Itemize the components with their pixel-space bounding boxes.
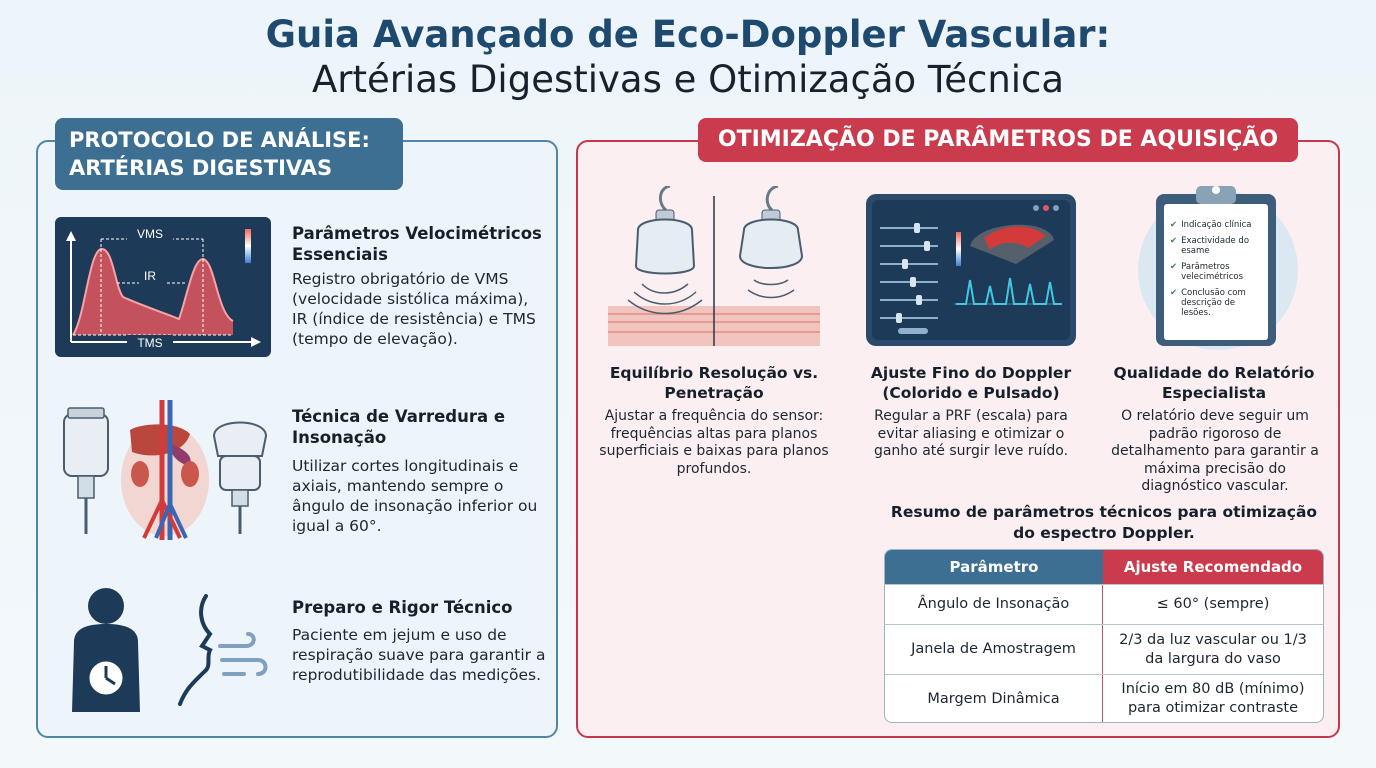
check-icon: ✔: [1170, 236, 1178, 246]
item-1-title: Parâmetros Velocimétricos Essenciais: [292, 224, 542, 264]
velocity-waveform-illustration: [55, 217, 271, 357]
checklist-item-1: Indicação clínica: [1181, 220, 1252, 230]
summary-title: Resumo de parâmetros técnicos para otimização do espectro Doppler.: [890, 503, 1318, 542]
tms-label: TMS: [137, 336, 163, 350]
item-3-text: Paciente em jejum e uso de respiração suave para garantir a reprodutibilidade das medições.: [292, 626, 546, 684]
face-profile-icon: [180, 596, 210, 704]
item-1-text: Registro obrigatório de VMS (velocidade sistólica máxima), IR (índice de resistência) e TMS (tempo de elevação).: [292, 270, 536, 348]
ir-label: IR: [144, 269, 156, 283]
column-1-text: Ajustar a frequência do sensor: frequências altas para planos superficiais e baixas para planos profundos.: [599, 408, 829, 477]
column-3-title: Qualidade do Relatório Especialista: [1113, 364, 1315, 402]
column-2-title: Ajuste Fino do Doppler (Colorido e Pulsado): [870, 364, 1072, 402]
check-icon: ✔: [1170, 220, 1178, 230]
table-row: [885, 624, 1323, 674]
title-line-2: Artérias Digestivas e Otimização Técnica: [311, 58, 1065, 101]
table-cell: Margem Dinâmica: [885, 675, 1103, 723]
resolution-penetration-illustration: [608, 186, 820, 346]
column-1-title: Equilíbrio Resolução vs. Penetração: [609, 364, 819, 402]
scanning-technique-illustration: [58, 400, 272, 540]
vms-label: VMS: [136, 227, 164, 241]
table-cell: Ângulo de Insonação: [885, 585, 1103, 624]
table-row: [885, 674, 1323, 723]
table-header-adjustment: Ajuste Recomendado: [1103, 550, 1323, 584]
low-frequency-probe-icon: [740, 186, 802, 298]
convex-probe-icon: [214, 423, 266, 535]
check-icon: ✔: [1170, 262, 1178, 272]
item-2-title: Técnica de Varredura e Insonação: [292, 407, 506, 447]
item-3-title: Preparo e Rigor Técnico: [292, 598, 513, 617]
table-cell: ≤ 60° (sempre): [1156, 596, 1270, 612]
checklist-item-2: Exactividade do esame: [1181, 236, 1250, 256]
left-header-line-2: ARTÉRIAS DIGESTIVAS: [69, 156, 333, 180]
table-cell: Início em 80 dB (mínimo) para otimizar contraste: [1121, 681, 1305, 716]
report-checklist-illustration: [1126, 182, 1302, 350]
title-line-1: Guia Avançado de Eco-Doppler Vascular:: [265, 13, 1111, 56]
linear-probe-icon: [64, 408, 108, 534]
page-title: [0, 12, 1376, 102]
table-cell: Janela de Amostragem: [885, 625, 1103, 674]
patient-preparation-illustration: [60, 584, 268, 714]
anatomy-icon: [121, 400, 209, 540]
left-panel-header: [55, 118, 403, 190]
doppler-monitor-illustration: [866, 194, 1076, 346]
column-3-text: O relatório deve seguir um padrão rigoroso de detalhamento para garantir a máxima precisão do diagnóstico vascular.: [1111, 408, 1319, 494]
checklist-item-3: Parâmetros velecimétricos: [1181, 262, 1244, 282]
left-header-line-1: PROTOCOLO DE ANÁLISE:: [69, 128, 370, 152]
right-panel-header: OTIMIZAÇÃO DE PARÂMETROS DE AQUISIÇÃO: [698, 118, 1298, 162]
column-2-text: Regular a PRF (escala) para evitar aliasing e otimizar o ganho até surgir leve ruído.: [873, 408, 1069, 459]
breath-icon: [220, 634, 266, 674]
checklist-item-4: Conclusão com descrição de lesões.: [1181, 288, 1246, 318]
table-row: [885, 584, 1323, 624]
table-cell: 2/3 da luz vascular ou 1/3 da largura do vaso: [1119, 631, 1307, 667]
table-header-row: [885, 550, 1323, 584]
parameters-table: [884, 549, 1324, 723]
high-frequency-probe-icon: [628, 186, 702, 314]
patient-icon: [72, 588, 140, 712]
check-icon: ✔: [1170, 288, 1178, 298]
table-header-parameter: Parâmetro: [885, 550, 1103, 584]
item-2-text: Utilizar cortes longitudinais e axiais, mantendo sempre o ângulo de insonação inferior ou igual a 60°.: [292, 457, 538, 535]
